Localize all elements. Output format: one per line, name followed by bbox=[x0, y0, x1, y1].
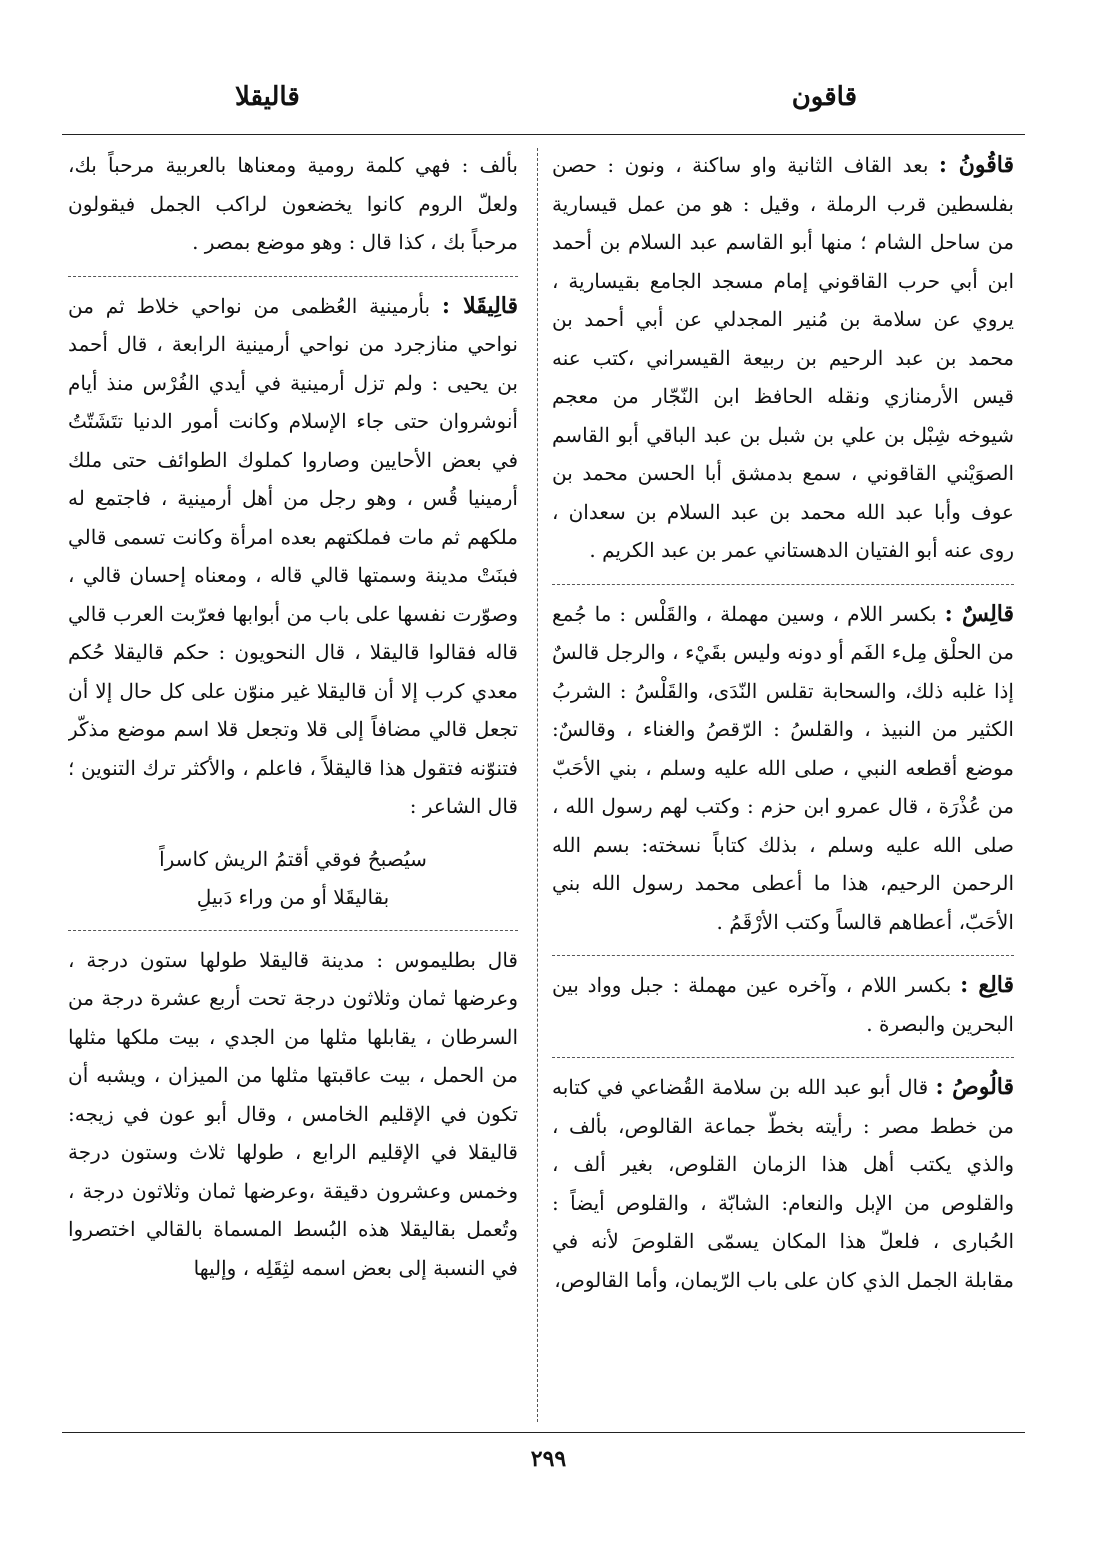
running-head-left: قاليقلا bbox=[235, 82, 300, 112]
entry-text: بأرمينية العُظمى من نواحي خلاط ثم من نواحي منازجرد من نواحي أرمينية الرابعة ، قال أحمد بن يحيى : ولم تزل أرمينية في أيدي الفُرْس منذ أيام أنوشروان حتى جاء الإسلام وكانت أمور الدنيا تتَشَتّتُ في بعض الأحايين وصاروا كملوك الطوائف حتى ملك أرمينيا قُس ، وهو رجل من أهل أرمينية ، فاجتمع له ملكهم ثم مات فملكتهم بعده امرأة وكانت تسمى قالي فبنَتْ مدينة وسمتها قالي قاله ، ومعناه إحسان قالي ، وصوّرت نفسها على باب من أبوابها فعرّبت العرب قالي قاله فقالوا قاليقلا ، قال النحويون : حكم قاليقلا حُكم معدي كرب إلا أن قاليقلا غير منوّن على كل حال إلا أن تجعل قالي مضافاً إلى قلا وتجعل قلا اسم موضع مذكّر فتنوّنه فتقول هذا قاليقلاً ، فاعلم ، والأكثر ترك التنوين ؛ قال الشاعر : bbox=[68, 293, 518, 818]
right-column bbox=[552, 146, 1014, 1426]
headword: قالِسٌ : bbox=[944, 600, 1014, 627]
entry-qalus bbox=[552, 1068, 1014, 1299]
entry-qaliqala bbox=[68, 287, 518, 826]
entry-qaqun bbox=[552, 146, 1014, 570]
entry-qali bbox=[552, 966, 1014, 1043]
running-head-right: قاقون bbox=[791, 82, 857, 112]
entry-separator bbox=[552, 584, 1014, 585]
left-column bbox=[68, 146, 518, 1426]
footer-rule bbox=[62, 1432, 1025, 1433]
entry-text: بكسر اللام ، وسين مهملة ، والقَلْس : ما جُمع من الحلْق مِلء الفَم أو دونه وليس بقَيْء ، والرجل قالسٌ إذا غلبه ذلك، والسحابة تقلس النّدَى، والقَلْسُ : الشربُ الكثير من النبيذ ، والقلسُ : الرّقصُ والغناء ، وقالسٌ: موضع أقطعه النبي ، صلى الله عليه وسلم ، بني الأحَبّ من عُذْرَة ، قال عمرو ابن حزم : وكتب لهم رسول الله ، صلى الله عليه وسلم ، بذلك كتاباً نسخته: بسم الله الرحمن الرحيم، هذا ما أعطى محمد رسول الله بني الأحَبّ، أعطاهم قالساً وكتب الأرْقَمُ . bbox=[552, 601, 1014, 934]
page-number: ٢٩٩ bbox=[530, 1446, 567, 1472]
page-header bbox=[60, 82, 1037, 122]
header-rule bbox=[62, 134, 1025, 135]
entry-continuation: بألف : فهي كلمة رومية ومعناها بالعربية مرحباً بك، ولعلّ الروم كانوا يخضعون لراكب الجمل فيقولون مرحباً بك ، كذا قال : وهو موضع بمصر . bbox=[68, 153, 518, 254]
poem-line: سيُصبحُ فوقي أقتمُ الريش كاسراً bbox=[159, 846, 427, 871]
entry-text: بكسر اللام ، وآخره عين مهملة : جبل وواد بين البحرين والبصرة . bbox=[552, 973, 1014, 1036]
entry-text-after-poem: قال بطليموس : مدينة قاليقلا طولها ستون درجة ، وعرضها ثمان وثلاثون درجة تحت أربع عشرة درجة من السرطان ، يقابلها مثلها من الجدي ، بيت ملكها مثلها من الحمل ، بيت عاقبتها مثلها من الميزان ، ويشبه أن تكون في الإقليم الخامس ، وقال أبو عون في زيجه: قاليقلا في الإقليم الرابع ، طولها ثلاث وستون درجة وخمس وعشرون دقيقة ،وعرضها ثمان وثلاثون درجة ، وتُعمل بقاليقلا هذه البُسط المسماة بالقالي اختصروا في النسبة إلى بعض اسمه لثِقَلِه ، وإليها bbox=[68, 947, 518, 1280]
entry-separator bbox=[552, 1057, 1014, 1058]
entry-text: قال أبو عبد الله بن سلامة القُضاعي في كتابه من خطط مصر : رأيته بخطّ جماعة القالوص، بألف ، والذي يكتب أهل هذا الزمان القلوص، بغير ألف ، والقلوص من الإبل والنعام: الشابّة ، والقلوص أيضاً : الحُبارى ، فلعلّ هذا المكان يسمّى القلوصَ لأنه في مقابلة الجمل الذي كان على باب الرّيمان، وأما القالوص، bbox=[552, 1075, 1014, 1292]
entry-separator bbox=[68, 930, 518, 931]
headword: قالِع : bbox=[960, 972, 1014, 998]
entry-separator bbox=[552, 955, 1014, 956]
headword: قاقُونُ : bbox=[938, 152, 1014, 178]
entry-qalis bbox=[552, 595, 1014, 942]
poem bbox=[68, 840, 518, 916]
entry-separator bbox=[68, 276, 518, 277]
entry-text: بعد القاف الثانية واو ساكنة ، ونون : حصن بفلسطين قرب الرملة ، وقيل : هو من عمل قيسارية من ساحل الشام ؛ منها أبو القاسم عبد السلام بن أحمد ابن أبي حرب القاقوني إمام مسجد الجامع بقيسارية ، يروي عن سلامة بن مُنير المجدلي عن أبي أحمد بن محمد بن عبد الرحيم بن ربيعة القيسراني ،كتب عنه قيس الأرمنازي ونقله الحافظ ابن النّجّار من معجم شيوخه شِبْل بن علي بن شبل بن عبد الباقي أبو القاسم الصوَيْني القاقوني ، سمع بدمشق أبا الحسن محمد بن عوف وأبا عبد الله محمد بن عبد السلام بن سعدان ، روى عنه أبو الفتيان الدهستاني عمر بن عبد الكريم . bbox=[552, 153, 1014, 562]
headword: قالِيقَلا : bbox=[441, 292, 518, 319]
column-divider bbox=[537, 148, 538, 1422]
headword: قالُوصُ : bbox=[935, 1074, 1014, 1100]
poem-line: بقاليقَلا أو من وراء دَبيلِ bbox=[196, 884, 390, 909]
